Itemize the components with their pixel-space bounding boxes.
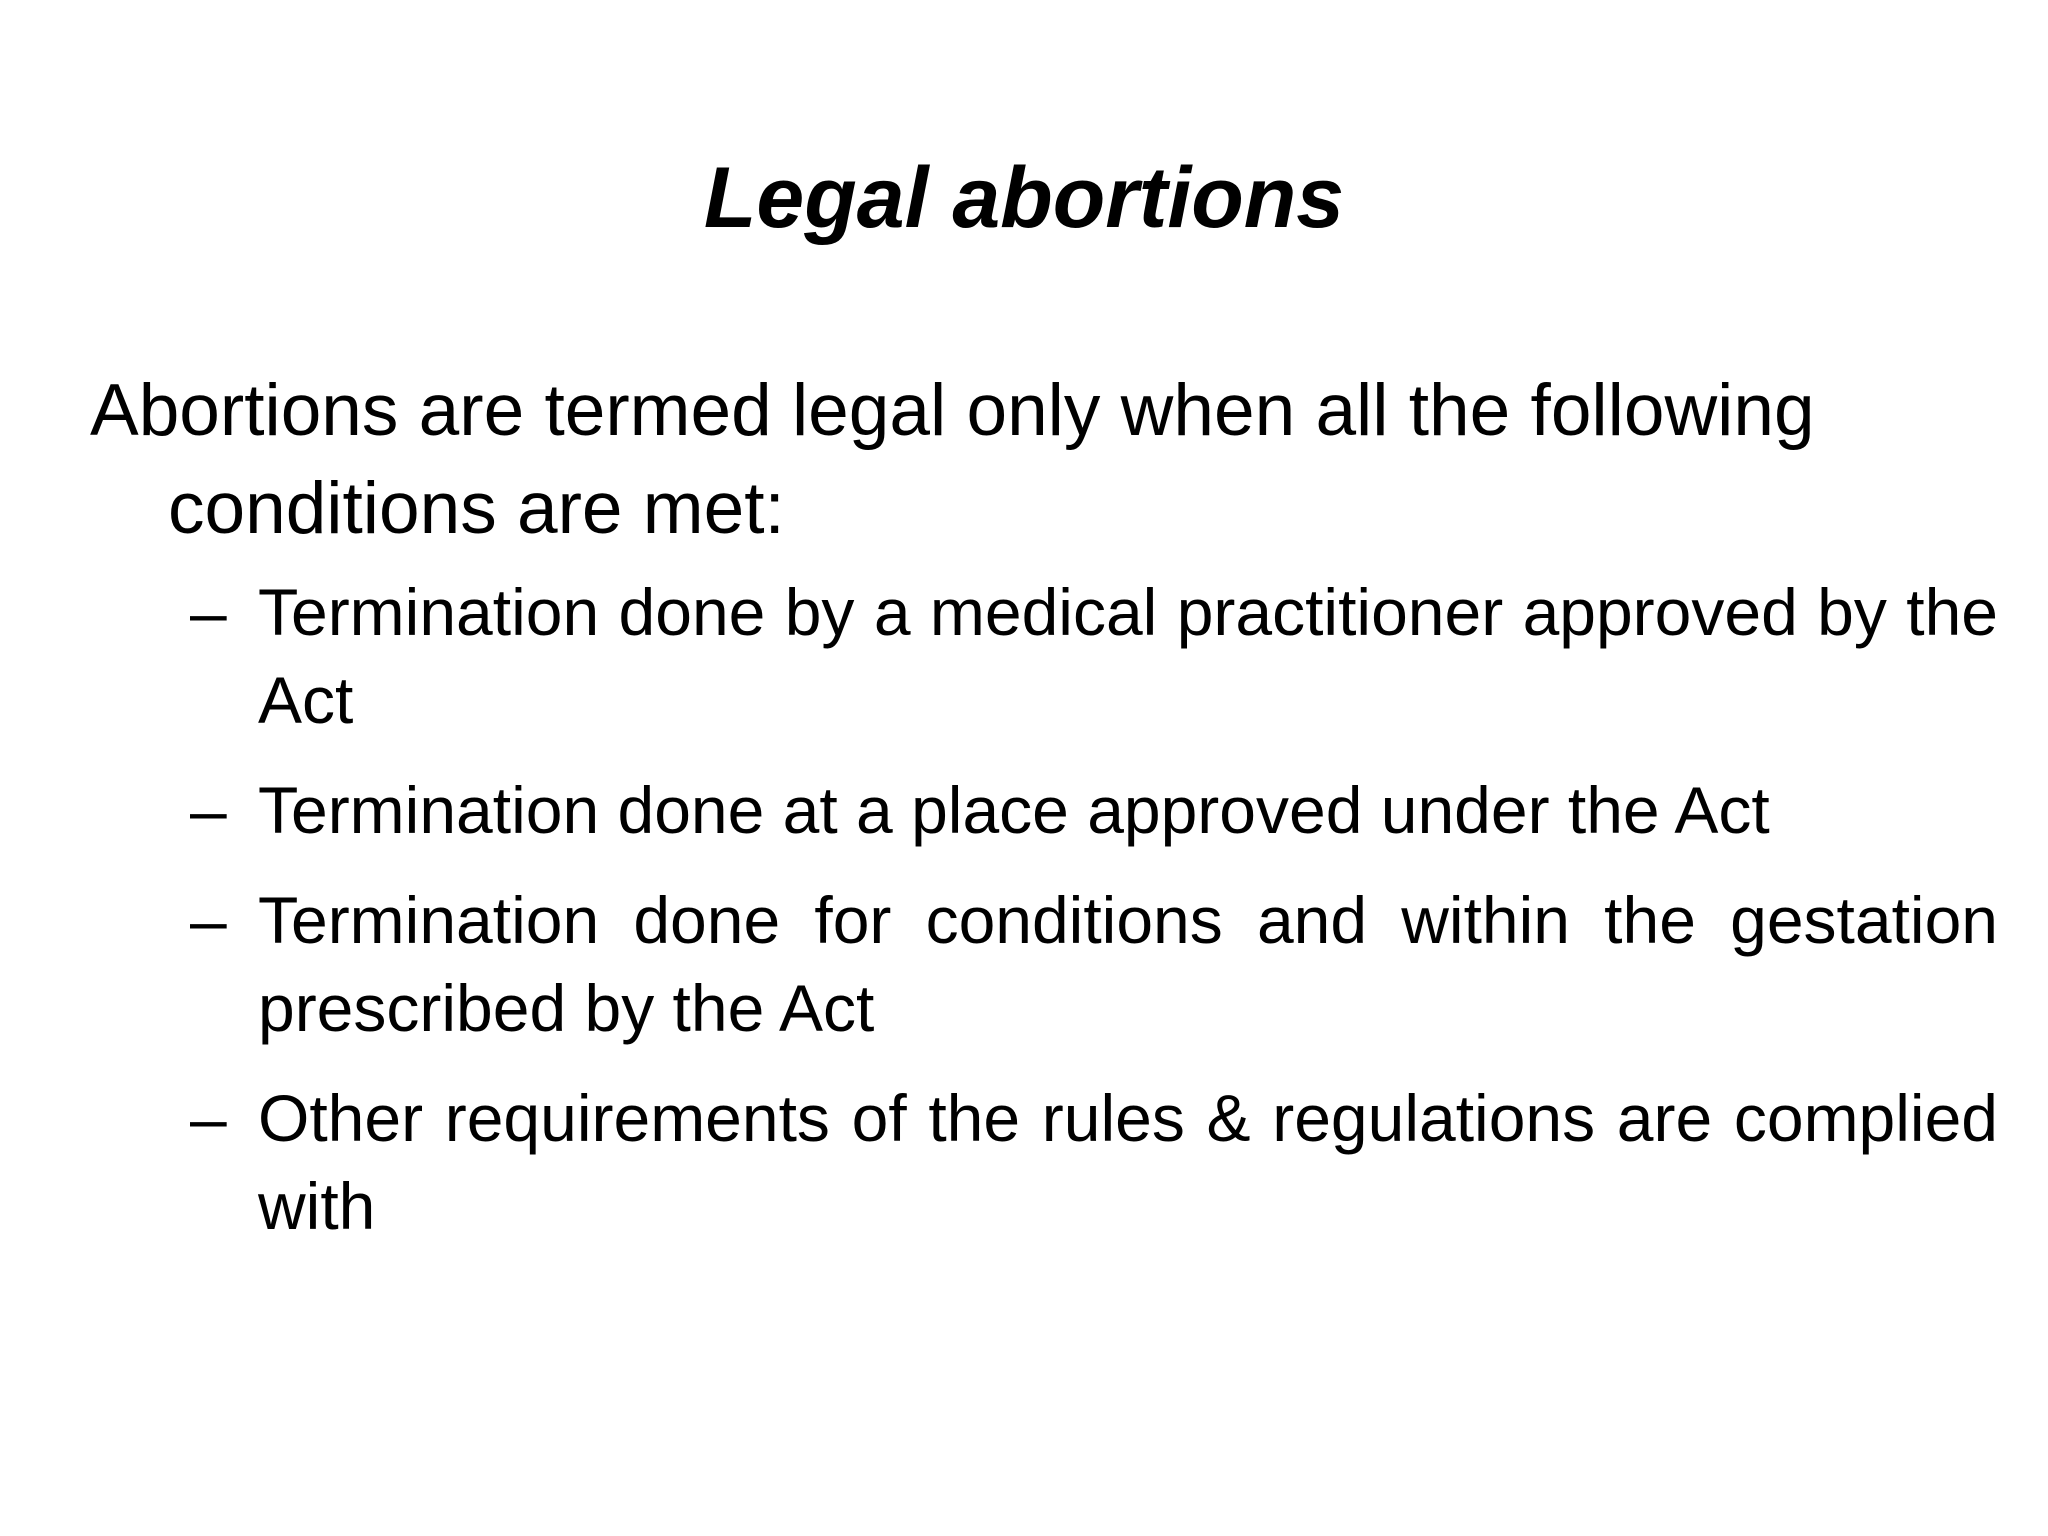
condition-item-1 (90, 568, 1998, 744)
condition-text: Termination done for conditions and within the gestation prescribed by the Act (258, 883, 1998, 1045)
slide-title: Legal abortions (703, 150, 1345, 246)
intro-paragraph: Abortions are termed legal only when all the following conditions are met: (90, 370, 1815, 549)
condition-text: Termination done by a medical practitioner approved by the Act (258, 575, 1998, 737)
condition-item-2 (90, 766, 1998, 854)
slide-body (90, 362, 1998, 1272)
condition-item-3 (90, 876, 1998, 1052)
dash-bullet: – (190, 575, 227, 649)
condition-text: Termination done at a place approved under the Act (258, 773, 1770, 847)
dash-bullet: – (190, 773, 227, 847)
dash-bullet: – (190, 1081, 227, 1155)
condition-text: Other requirements of the rules & regulations are complied with (258, 1081, 1998, 1243)
condition-list (90, 568, 1998, 1250)
condition-item-4 (90, 1074, 1998, 1250)
dash-bullet: – (190, 883, 227, 957)
